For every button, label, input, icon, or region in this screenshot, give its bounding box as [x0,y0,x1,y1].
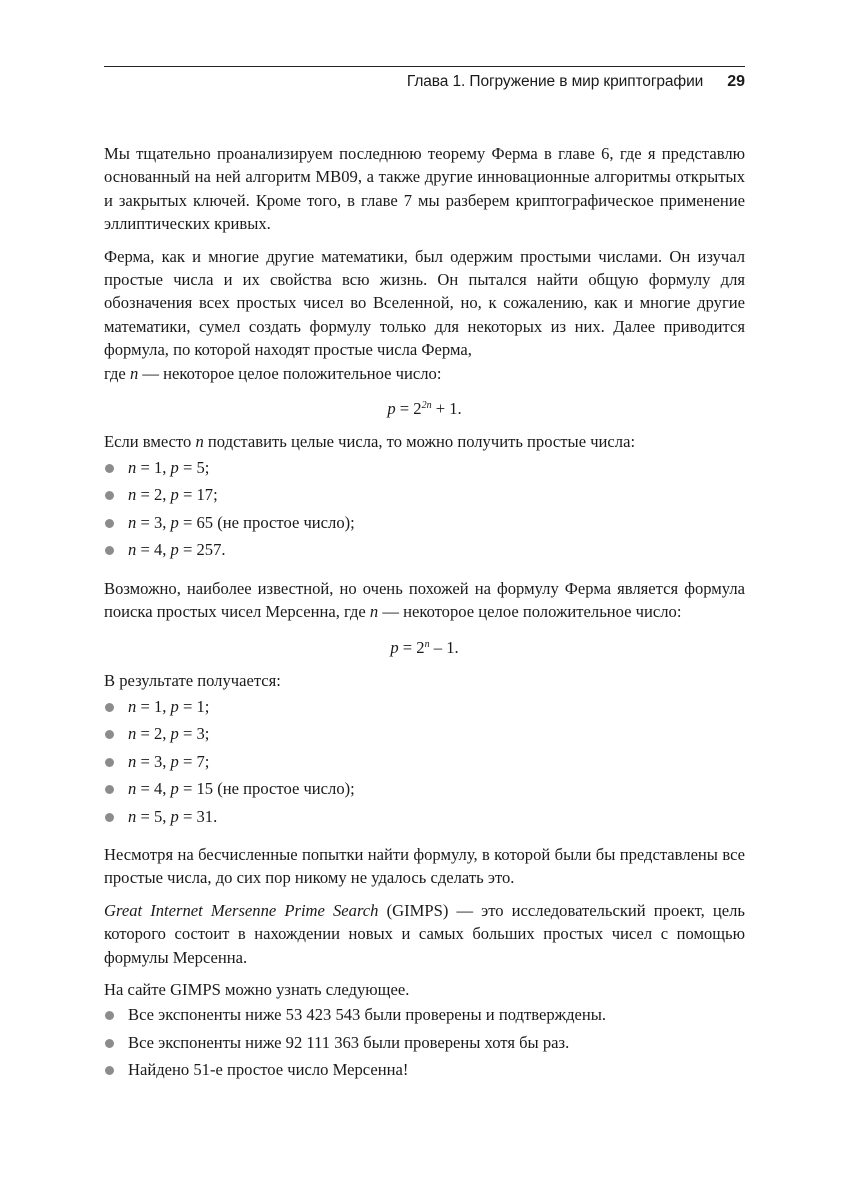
list-item [104,454,745,482]
list-item [104,1029,745,1057]
list-item [104,481,745,509]
list-item [104,1056,745,1084]
bullet-icon [105,703,114,712]
list-item-text: Найдено 51-е простое число Мерсенна! [128,1060,409,1080]
fermat-examples-list [104,454,745,564]
gimps-facts-list [104,1001,745,1084]
bullet-icon [105,758,114,767]
list-item [104,720,745,748]
paragraph-4: Возможно, наиболее известной, но очень похожей на формулу Ферма является формула поиска простых чисел Мерсенна, где n — некоторое целое положительное число: [104,578,745,622]
bullet-icon [105,730,114,739]
gimps-title: Great Internet Mersenne Prime Search [104,900,379,920]
paragraph-2: Ферма, как и многие другие математики, был одержим простыми числами. Он изучал простые числа и их свойства всю жизнь. Он пытался найти общую формулу для обозначения всех простых чисел во Вселенной, но, к сожалению, как и многие другие математики, сумел создать формулу только для некоторых из них. Далее приводится формула, по которой находят простые числа Ферма, где n — некоторое целое положительное число: [104,246,745,383]
fermat-formula: $p = 2^{2n} + 1$. [387,399,462,419]
paragraph-6: Несмотря на бесчисленные попытки найти формулу, в которой были бы представлены все простые числа, до сих пор никому не удалось сделать это. [104,845,745,888]
list-item-text: Все экспоненты ниже 53 423 543 были проверены и подтверждены. [128,1005,607,1025]
list-item-text: n = 4, p = 15 (не простое число); [128,779,355,798]
mersenne-formula: $p = 2^n - 1$. [390,637,459,657]
list-item-text: n = 2, p = 17; [128,485,218,505]
list-item [104,775,745,803]
paragraph-3: Если вместо n подставить целые числа, то можно получить простые числа: [104,432,636,452]
list-item [104,748,745,776]
list-item [104,509,745,537]
mersenne-examples-list [104,693,745,831]
bullet-icon [105,519,114,528]
list-item-text: n = 1, p = 5; [128,457,210,477]
bullet-icon [105,785,114,794]
list-item-text: Все экспоненты ниже 92 111 363 были проверены хотя бы раз. [128,1032,570,1052]
header-rule [104,66,745,67]
bullet-icon [105,464,114,473]
paragraph-1: Мы тщательно проанализируем последнюю теорему Ферма в главе 6, где я представлю основанный на ней алгоритм MB09, а также другие инновационные алгоритмы открытых и закрытых ключей. Кроме того, в главе 7 мы разберем криптографическое применение эллиптических кривых. [104,144,745,234]
list-item-text: n = 5, p = 31. [128,806,218,826]
chapter-title: Глава 1. Погружение в мир криптографии [406,73,704,90]
list-item [104,536,745,564]
list-item [104,803,745,831]
list-item-text: n = 4, p = 257. [128,540,226,560]
running-header [407,71,745,93]
page-number: 29 [727,73,745,90]
variable-n: n [129,363,139,383]
paragraph-5: В результате получается: [104,671,281,691]
bullet-icon [105,546,114,555]
list-item-text: n = 3, p = 7; [128,751,210,771]
bullet-icon [105,491,114,500]
bullet-icon [105,1011,114,1020]
paragraph-2-text: Ферма, как и многие другие математики, был одержим простыми числами. Он изучал простые числа и их свойства всю жизнь. Он пытался найти общую формулу для обозначения всех простых чисел во Вселенной, но, к сожалению, как и многие другие математики, сумел создать формулу только для некоторых из них. Далее приводится формула, по которой находят простые числа Ферма, [104,246,745,360]
page-body [104,142,745,1084]
list-item [104,1001,745,1029]
bullet-icon [105,1039,114,1048]
bullet-icon [105,813,114,822]
list-item-text: n = 3, p = 65 (не простое число); [128,512,355,532]
paragraph-7: Great Internet Mersenne Prime Search (GIMPS) — это исследовательский проект, цель которого состоит в нахождении новых и самых больших простых чисел с помощью формулы Мерсенна. [104,900,745,967]
list-item-text: n = 1, p = 1; [128,696,210,716]
list-item [104,693,745,721]
bullet-icon [105,1066,114,1075]
list-item-text: n = 2, p = 3; [128,724,210,743]
paragraph-8: На сайте GIMPS можно узнать следующее. [104,980,410,1000]
